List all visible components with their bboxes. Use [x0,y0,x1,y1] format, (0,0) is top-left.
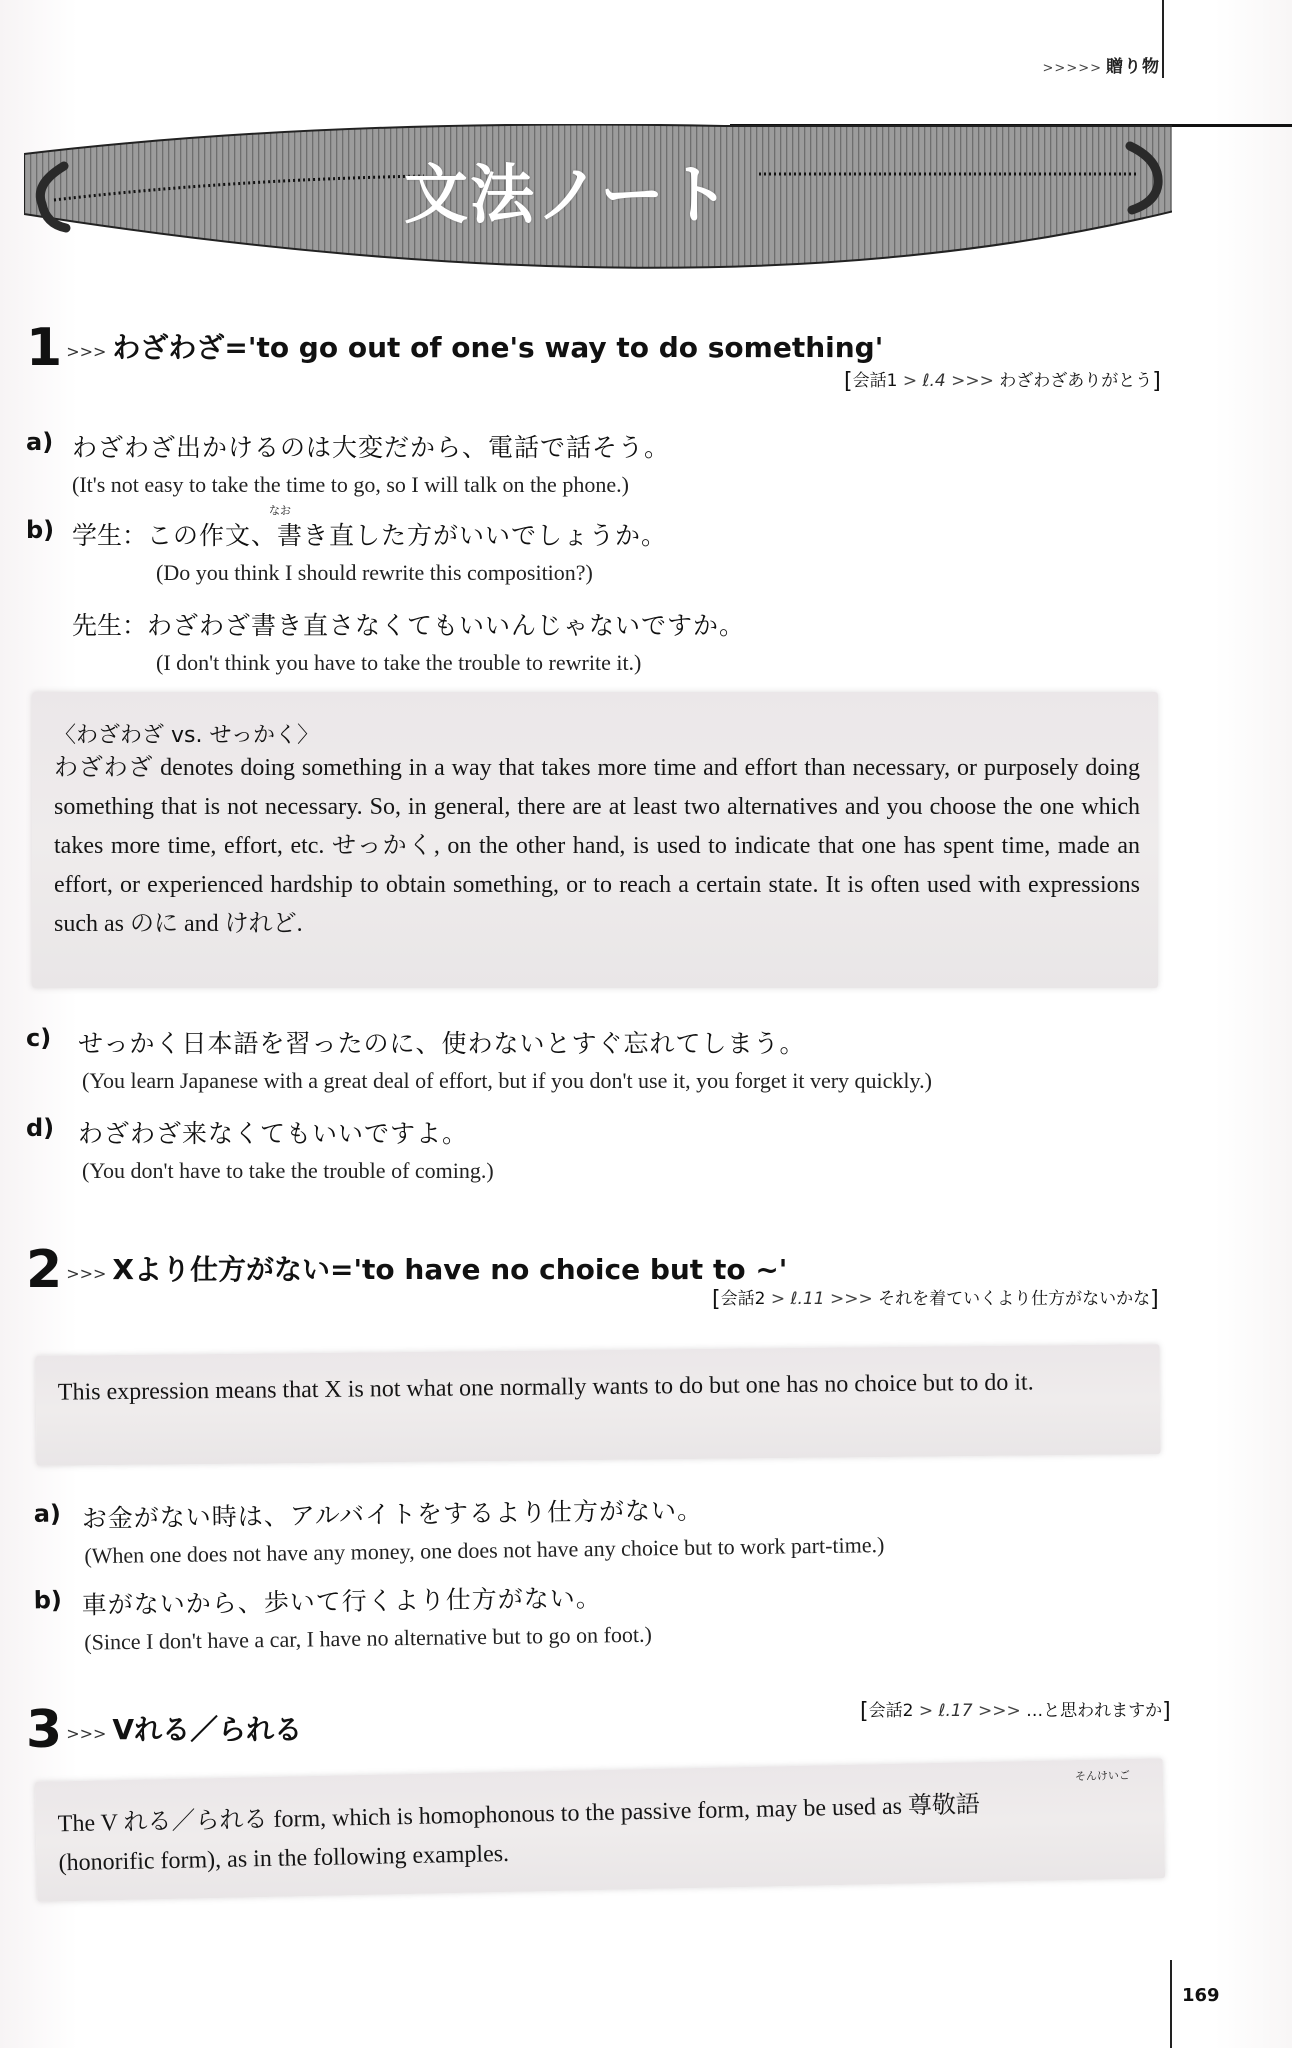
separator: >>> [945,371,1000,391]
chevrons-icon: >>>>> [1042,61,1102,76]
example-japanese: 車がないから、歩いて行くより仕方がない。 [81,1583,602,1620]
phrase-ref: それを着ていくより仕方がないかな [878,1289,1151,1309]
phrase-ref: …と思われますか [1026,1701,1163,1721]
bracket-close: ] [1162,1699,1171,1724]
example-1d [26,1114,494,1184]
arrows-icon: >>> [66,1724,107,1743]
furigana: そんけいご [1074,1768,1131,1784]
example-label: b) [26,516,55,544]
example-label: b) [33,1585,63,1615]
example-1c [26,1024,932,1094]
speaker-student: 学生： [72,521,148,550]
page-number: 169 [1182,1985,1220,2006]
speaker-teacher: 先生： [72,611,148,640]
example-translation: (Do you think I should rewrite this composition?) [156,560,593,585]
section-2-reference [712,1284,1159,1312]
section-title: わざわざ='to go out of one's way to do something' [112,331,884,364]
note-body-line-1: The V れる／られる form, which is homophonous to the passive form, may be used as 尊敬語 [57,1792,981,1838]
bracket-close: ] [1152,369,1161,394]
chapter-title: 贈り物 [1106,57,1160,77]
footer-divider [1170,1960,1172,2048]
section-number: 1 [26,318,63,378]
arrows-icon: >>> [66,1264,107,1283]
note-body: わざわざ denotes doing something in a way that takes more time and effort than necessary, or purposely doing something that is not necessary. So, in general, there are at least two alternatives and you choose the one which takes more time, effort, etc. せっかく, on the other hand, is used to indicate that one has spent time, made an effort, or experienced hardship to obtain something, or to reach a certain state. It is often used with expressions such as のに and けれど. [54,755,1140,937]
line-ref: ℓ.11 [790,1289,825,1309]
section-3-reference [860,1696,1171,1724]
note-body-line-2: (honorific form), as in the following examples. [58,1840,510,1877]
bracket-open: [ [844,369,853,394]
section-title: Vれる／られる [112,1713,303,1746]
example-label: a) [33,1499,62,1528]
note-body: This expression means that X is not what one normally wants to do but one has no choice but to do it. [57,1369,1034,1406]
example-japanese: お金がない時は、アルバイトをするより仕方がない。 [81,1495,704,1534]
separator: > [765,1289,791,1309]
note-heading: 〈わざわざ vs. せっかく〉 [54,723,320,748]
separator: >>> [972,1701,1027,1721]
example-translation: (Since I don't have a car, I have no alternative but to go on foot.) [84,1621,653,1655]
separator: > [913,1701,939,1721]
arrows-icon: >>> [66,342,107,361]
banner-title: 文法ノート [403,159,733,233]
example-japanese: わざわざ来なくてもいいですよ。 [78,1119,469,1148]
section-title: Xより仕方がない='to have no choice but to ~' [112,1253,788,1286]
example-2a [34,1488,885,1570]
conversation-ref: 会話2 [868,1701,914,1721]
section-3-heading [26,1700,302,1760]
phrase-ref: わざわざありがとう [999,371,1153,391]
furigana: なお [269,504,291,517]
note-box-reru-rareru [35,1758,1165,1902]
conversation-ref: 会話2 [720,1289,766,1309]
bracket-close: ] [1150,1287,1159,1312]
example-label: d) [26,1114,55,1142]
section-1-heading [26,318,883,378]
example-japanese: せっかく日本語を習ったのに、使わないとすぐ忘れてしまう。 [78,1029,806,1058]
example-1b [26,504,668,586]
example-translation: (When one does not have any money, one does not have any choice but to work part-time.) [84,1532,885,1569]
section-2-heading [26,1240,787,1300]
example-label: a) [26,428,54,456]
running-header [1043,52,1160,77]
example-translation: (You don't have to take the trouble of coming.) [82,1158,494,1183]
section-1-reference [844,366,1161,394]
line-ref: ℓ.17 [938,1701,973,1721]
note-box-yori-shikata-ga-nai [35,1344,1160,1466]
separator: > [897,371,923,391]
example-1a [26,428,670,498]
header-divider [1162,0,1164,78]
example-japanese: わざわざ書き直さなくてもいいんじゃないですか。 [147,611,746,640]
example-translation: (It's not easy to take the time to go, so I will talk on the phone.) [72,472,629,497]
grammar-notes-banner [24,124,1172,274]
line-ref: ℓ.4 [922,371,946,391]
example-japanese: この作文、書き直した方がいいでしょうか。 [147,521,668,550]
conversation-ref: 会話1 [852,371,898,391]
example-translation: (You learn Japanese with a great deal of effort, but if you don't use it, you forget it very quickly.) [82,1068,932,1093]
example-translation: (I don't think you have to take the trouble to rewrite it.) [156,650,642,675]
note-box-wazawaza-vs-sekkaku [32,692,1158,988]
separator: >>> [824,1289,879,1309]
example-label: c) [26,1024,52,1052]
bracket-open: [ [860,1699,869,1724]
section-number: 2 [26,1240,63,1300]
section-number: 3 [26,1700,63,1760]
note-body [57,1783,1148,1884]
example-japanese: わざわざ出かけるのは大変だから、電話で話そう。 [72,433,671,462]
example-1b-reply [26,606,745,676]
bracket-open: [ [712,1287,721,1312]
example-2b [34,1578,652,1657]
